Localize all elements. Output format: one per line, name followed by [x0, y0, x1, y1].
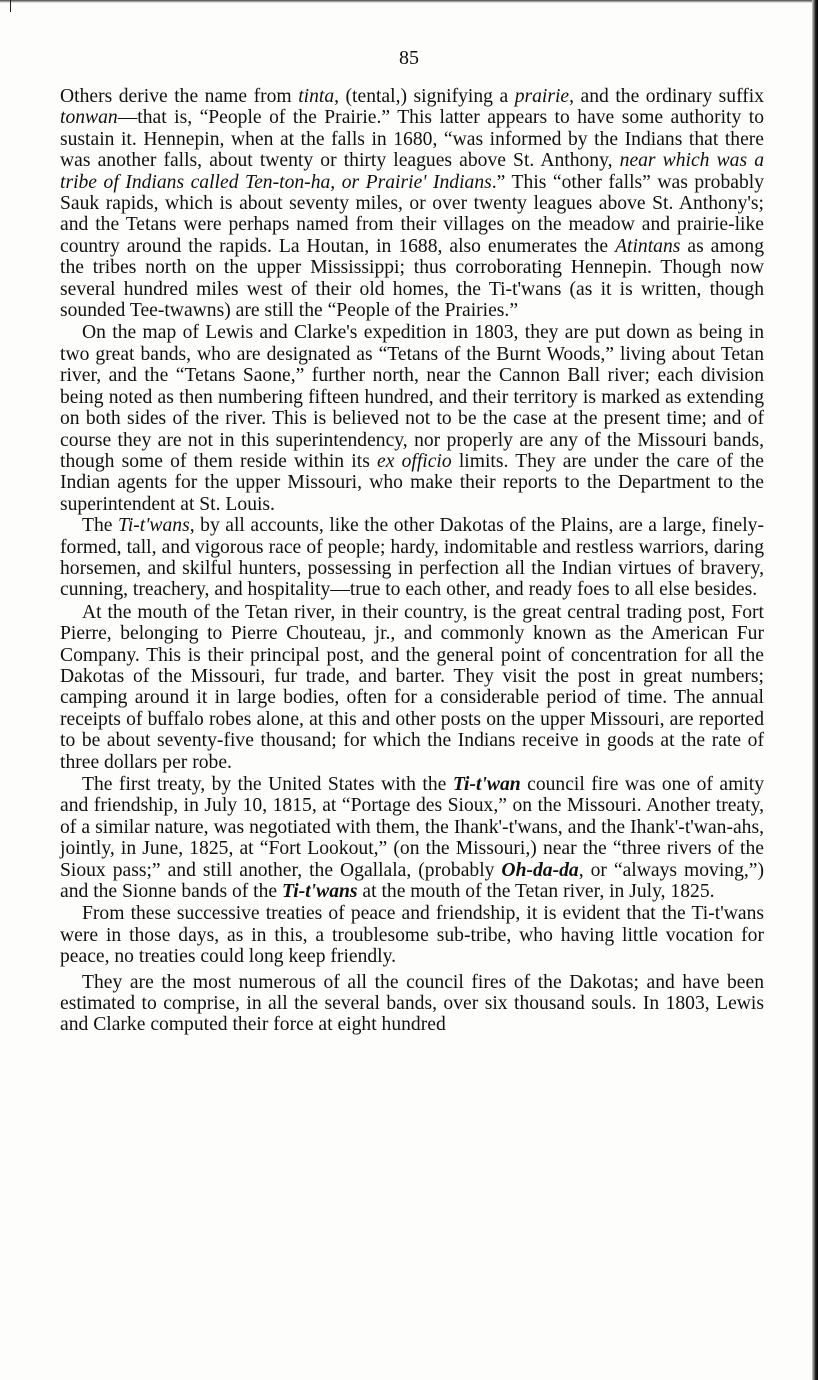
emphasized-text: Ti-t'wan — [452, 774, 521, 795]
text-run: , or “always moving,”) and the Sionne bands of the — [60, 859, 764, 903]
emphasized-text: Ti-t'wans — [118, 515, 190, 537]
text-run: At the mouth of the Tetan river, in their country, is the great central trading post, Fort Pierre, belonging to Pierre Chouteau, jr., and commonly known as the American Fur Company. This is their principal post, and the general point of concentration for all the Dakotas of the Missouri, fur trade, and barter. They visit the post in great numbers; camping around it in large bodies, often for a considerable period of time. The annual receipts of buffalo robes alone, at this and other posts on the upper Missouri, are reported to be about seventy-five thousand; for which the Indians receive in goods at the rate of three dollars per robe. — [60, 601, 764, 773]
paragraph-first-treaty — [60, 774, 764, 902]
text-run: council fire was one of amity and friendship, in July 10, 1815, at “Portage des Sioux,” on the Missouri. Another treaty, of a similar nature, was negotiated with them, the Ihank'-t'wans, and the Ihank'-t'wan-ahs, jointly, in June, 1825, at “Fort Lookout,” (on the Missouri,) near the “three rivers of the Sioux pass;” and still another, the Ogallala, (probably — [60, 774, 764, 881]
emphasized-text: prairie — [514, 86, 570, 107]
text-run: .” This “other falls” was probably Sauk rapids, which is about seventy miles, or over twenty leagues above St. Anthony's; and the Tetans were perhaps named from their villages on the meadow and prairie-like country around the rapids. La Houtan, in 1688, also enumerates the — [60, 171, 765, 257]
text-run: , and the ordinary suffix — [569, 86, 765, 107]
page-top-edge — [0, 0, 818, 3]
text-run: From these successive treaties of peace and friendship, it is evident that the Ti-t'wans were in those days, as in this, a troublesome sub-tribe, who having little vocation for peace, no treaties could long keep friendly. — [60, 903, 764, 968]
text-run: They are the most numerous of all the council fires of the Dakotas; and have been estimated to comprise, in all the several bands, over six thousand souls. In 1803, Lewis and Clarke computed their force at eight hundred — [60, 971, 764, 1036]
paragraph-peace-treaties — [60, 903, 764, 967]
text-run: The first treaty, by the United States with the — [82, 774, 453, 795]
text-run: On the map of Lewis and Clarke's expedition in 1803, they are put down as being in two great bands, who are designated as “Tetans of the Burnt Woods,” living about Tetan river, and the “Tetans Saone,” further north, near the Cannon Ball river; each division being noted as then numbering fifteen hundred, and their territory is marked as extending on both sides of the river. This is believed not to be the case at the present time; and of course they are not in this superintendency, nor properly are any of the Missouri bands, though some of them reside within its — [60, 322, 764, 472]
text-run: —that is, “People of the Prairie.” This latter appears to have some authority to sustain it. Hennepin, when at the falls in 1680, “was informed by the Indians that there was another falls, about twenty or thirty leagues above St. Anthony, — [60, 107, 764, 172]
page-number: 85 — [399, 47, 419, 69]
emphasized-text: tinta — [298, 86, 335, 107]
text-run: limits. They are under the care of the Indian agents for the upper Missouri, who make their reports to the Department to the superintendent at St. Louis. — [60, 450, 764, 515]
text-run: Others derive the name from — [60, 86, 299, 107]
emphasized-text: Atintans — [615, 235, 681, 257]
text-run: as among the tribes north on the upper Mississippi; thus corroborating Hennepin. Though now several hundred miles west of their old homes, the Ti-t'wans (as it is written, though sounded Tee-twawns) are still the “People of the Prairies.” — [60, 235, 765, 322]
text-run: , by all accounts, like the other Dakotas of the Plains, are a large, finely-formed, tall, and vigorous race of people; hardy, indomitable and restless warriors, daring horsemen, and skilful hunters, possessing in perfection all the Indian virtues of bravery, cunning, treachery, and hospitality—true to each other, and ready foes to all else besides. — [60, 515, 764, 601]
page-right-edge — [812, 0, 818, 1380]
paragraph-lewis-and-clarke — [60, 322, 764, 515]
text-run: , (tental,) signifying a — [334, 86, 515, 107]
body-text — [60, 86, 764, 1036]
emphasized-text: tonwan — [60, 107, 118, 129]
paragraph-origin-of-name — [60, 86, 764, 321]
emphasized-text: near which was a tribe of Indians called Ten-ton-ha, or Prairie' Indians — [60, 150, 764, 193]
emphasized-text: Ti-t'wans — [282, 881, 358, 903]
page-edge-mark — [10, 0, 11, 12]
paragraph-fort-pierre — [60, 602, 764, 773]
paragraph-titwans-character — [60, 515, 764, 601]
emphasized-text: Oh-da-da — [501, 859, 579, 881]
paragraph-population — [60, 972, 764, 1036]
text-run: The — [82, 515, 118, 537]
text-run: at the mouth of the Tetan river, in July, 1825. — [357, 881, 715, 903]
emphasized-text: ex officio — [377, 450, 452, 472]
